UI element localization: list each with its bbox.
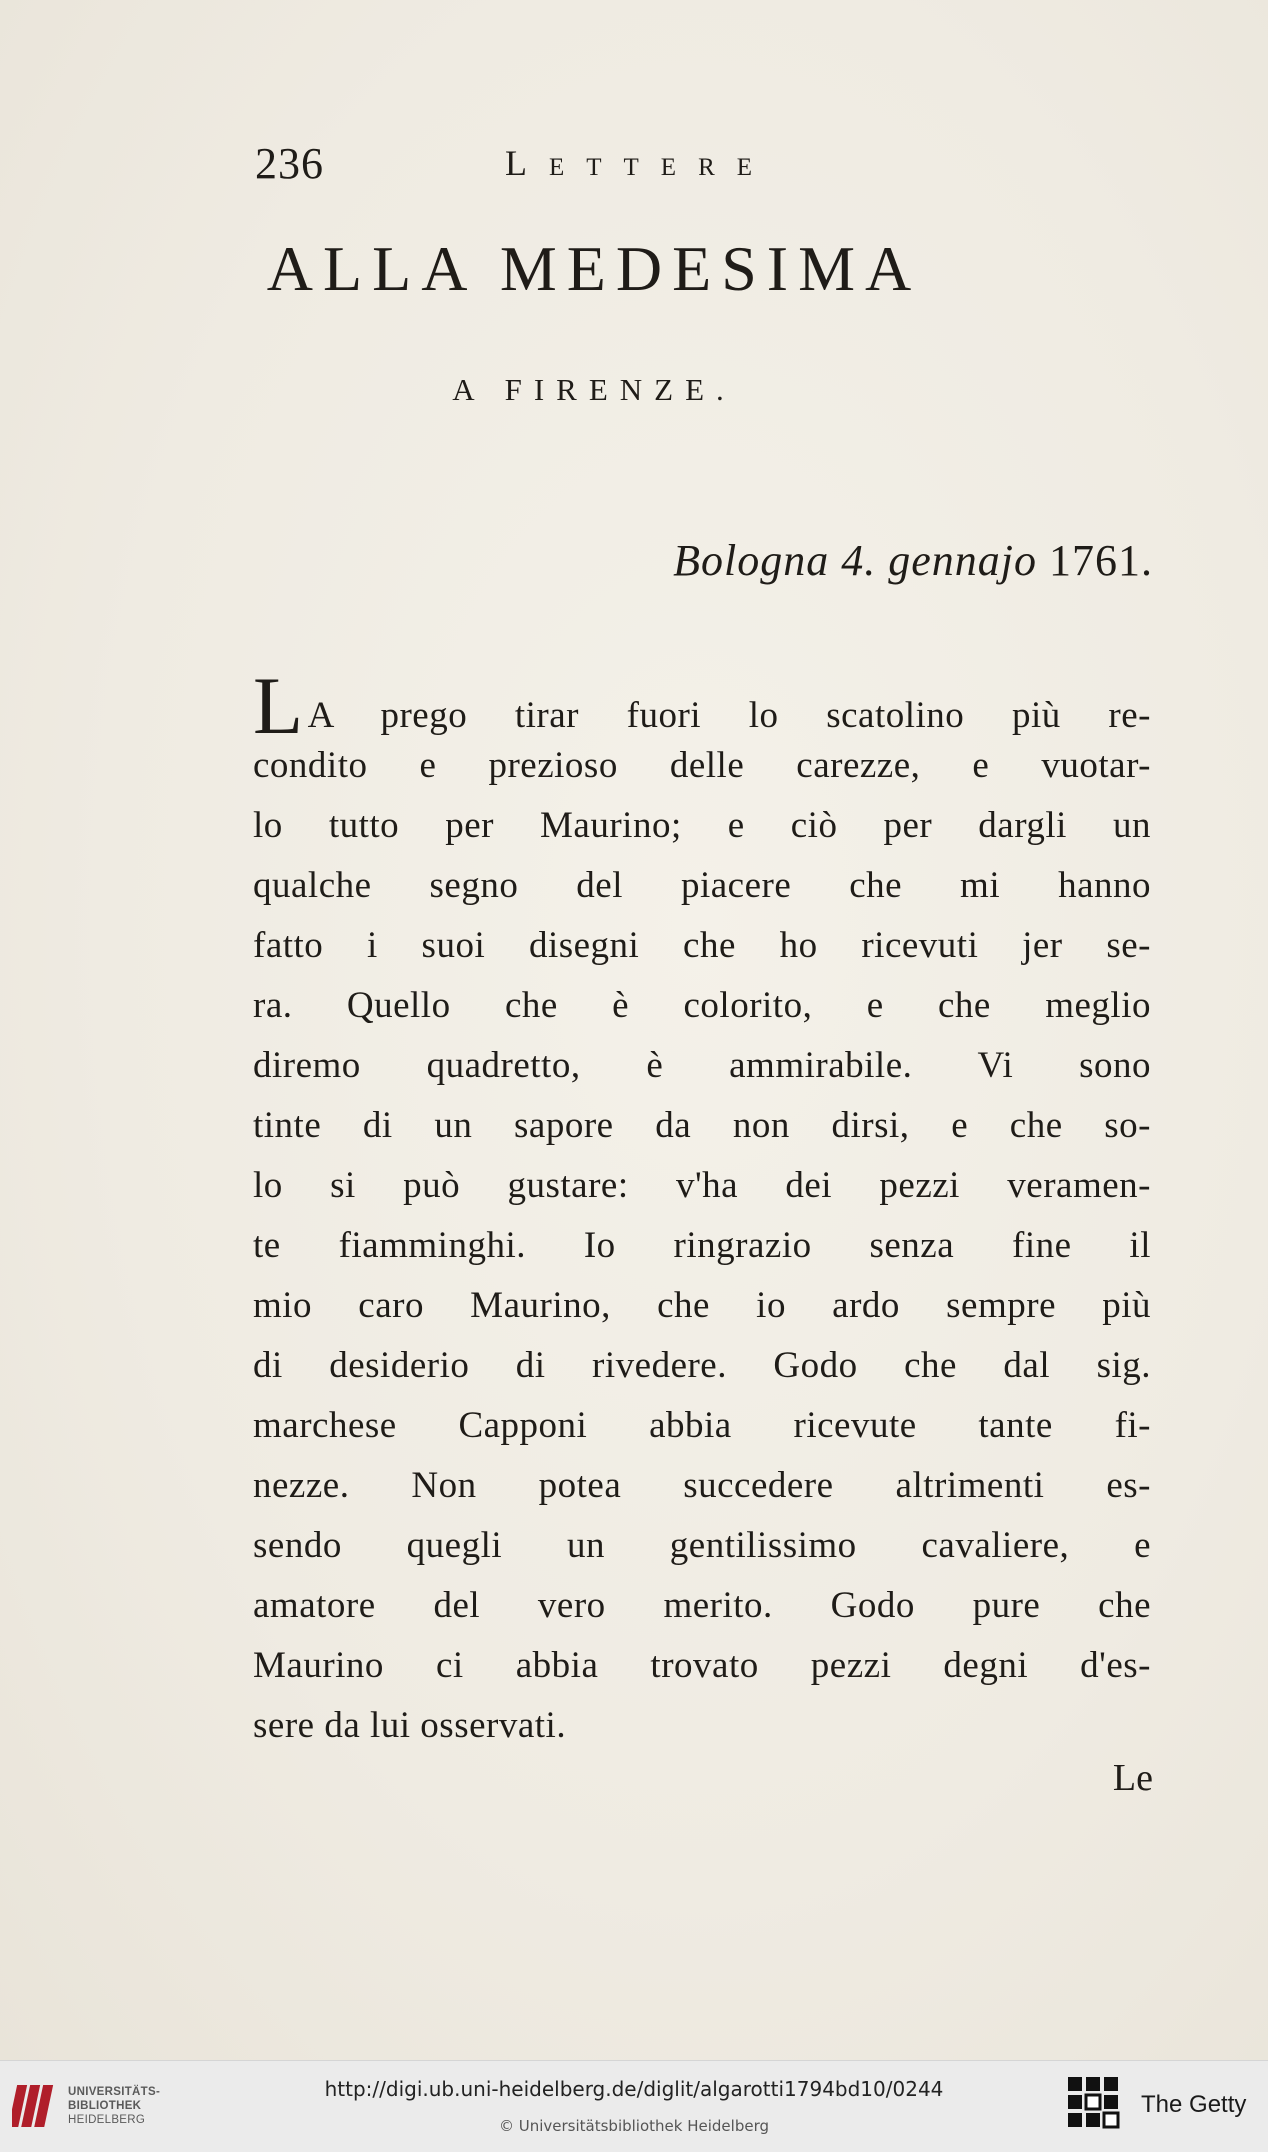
text-line xyxy=(253,660,1151,751)
text-line: sendo quegli un gentilissimo cavaliere, e xyxy=(253,1525,1151,1566)
text-line: te fiamminghi. Io ringrazio senza fine il xyxy=(253,1225,1151,1266)
text-line: Maurino ci abbia trovato pezzi degni d'es- xyxy=(253,1645,1151,1686)
text-line: lo si può gustare: v'ha dei pezzi veramen- xyxy=(253,1165,1151,1206)
dateline-place-date: Bologna 4. gennajo xyxy=(673,536,1037,585)
dateline-year: 1761. xyxy=(1049,536,1153,585)
permalink-url[interactable]: http://digi.ub.uni-heidelberg.de/diglit/algarotti1794bd10/0244 xyxy=(324,2077,944,2101)
dateline xyxy=(673,535,1153,586)
text-line: marchese Capponi abbia ricevute tante fi- xyxy=(253,1405,1151,1446)
text-line: condito e prezioso delle carezze, e vuotar- xyxy=(253,745,1151,786)
page-number: 236 xyxy=(255,139,324,188)
text-line: tinte di un sapore da non dirsi, e che so- xyxy=(253,1105,1151,1146)
letter-body xyxy=(253,660,1151,1756)
text-line: lo tutto per Maurino; e ciò per dargli un xyxy=(253,805,1151,846)
copyright-notice: © Universitätsbibliothek Heidelberg xyxy=(498,2117,769,2135)
ub-logo-line: UNIVERSITÄTS- xyxy=(68,2086,161,2098)
getty-label: The Getty xyxy=(1141,2091,1247,2118)
page-header xyxy=(255,138,895,188)
letter-subtitle: A FIRENZE. xyxy=(452,372,736,407)
text-line: di desiderio di rivedere. Godo che dal sig. xyxy=(253,1345,1151,1386)
letter-title: ALLA MEDESIMA xyxy=(266,233,922,304)
getty-logo-icon[interactable] xyxy=(1066,2075,1122,2139)
text-line: nezze. Non potea succedere altrimenti es- xyxy=(253,1465,1151,1506)
text-line: ra. Quello che è colorito, e che meglio xyxy=(253,985,1151,1026)
text-line: qualche segno del piacere che mi hanno xyxy=(253,865,1151,906)
drop-cap: L xyxy=(253,660,304,751)
text-line-content: A prego tirar fuori lo scatolino più re- xyxy=(307,695,1151,736)
catchword: Le xyxy=(1112,1757,1153,1799)
text-line: mio caro Maurino, che io ardo sempre più xyxy=(253,1285,1151,1326)
running-title: Lettere xyxy=(505,143,775,183)
text-line: fatto i suoi disegni che ho ricevuti jer se- xyxy=(253,925,1151,966)
viewer-footer xyxy=(0,2060,1268,2152)
ub-logo-line: HEIDELBERG xyxy=(68,2114,146,2126)
text-line: diremo quadretto, è ammirabile. Vi sono xyxy=(253,1045,1151,1086)
ub-logo-line: BIBLIOTHEK xyxy=(68,2100,142,2112)
text-line: sere da lui osservati. xyxy=(253,1705,567,1746)
text-line: amatore del vero merito. Godo pure che xyxy=(253,1585,1151,1626)
